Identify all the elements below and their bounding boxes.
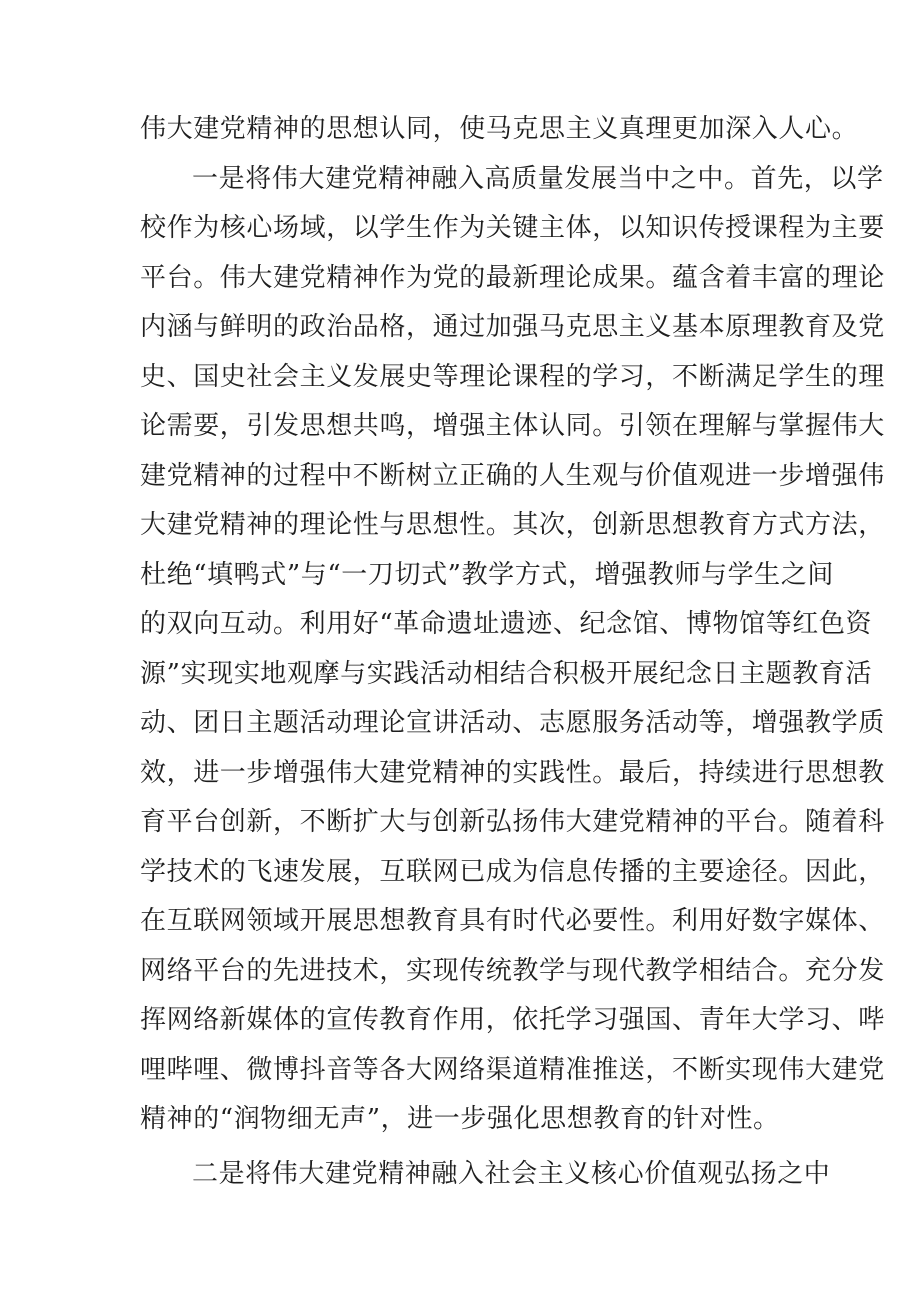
text-line: 校作为核心场域，以学生作为关键主体，以知识传授课程为主要 [140, 213, 885, 243]
text-line: 育平台创新，不断扩大与创新弘扬伟大建党精神的平台。随着科 [140, 807, 885, 837]
text-line: 史、国史社会主义发展史等理论课程的学习，不断满足学生的理 [140, 361, 885, 392]
text-line: 源”实现实地观摩与实践活动相结合积极开展纪念日主题教育活 [140, 658, 873, 689]
text-line: 效，进一步增强伟大建党精神的实践性。最后，持续进行思想教 [140, 757, 885, 788]
text-line: 挥网络新媒体的宣传教育作用，依托学习强国、青年大学习、哔 [140, 1005, 885, 1035]
text-line: 伟大建党精神的思想认同，使马克思主义真理更加深入人心。 [140, 114, 859, 144]
paragraph-first-line: 二是将伟大建党精神融入社会主义核心价值观弘扬之中 [192, 1158, 831, 1189]
text-line: 的双向互动。利用好“革命遗址遗迹、纪念馆、博物馆等红色资 [140, 609, 873, 639]
text-line: 大建党精神的理论性与思想性。其次，创新思想教育方式方法， [140, 510, 885, 540]
paragraph-first-line: 一是将伟大建党精神融入高质量发展当中之中。首先，以学 [192, 163, 884, 194]
text-line: 杜绝“填鸭式”与“一刀切式”教学方式，增强教师与学生之间 [140, 559, 834, 590]
text-line: 建党精神的过程中不断树立正确的人生观与价值观进一步增强伟 [140, 460, 885, 491]
text-line: 动、团日主题活动理论宣讲活动、志愿服务活动等，增强教学质 [140, 708, 885, 738]
text-line: 学技术的飞速发展，互联网已成为信息传播的主要途径。因此， [140, 856, 885, 887]
text-line: 在互联网领域开展思想教育具有时代必要性。利用好数字媒体、 [140, 906, 885, 936]
text-line: 平台。伟大建党精神作为党的最新理论成果。蕴含着丰富的理论 [140, 262, 885, 293]
text-line: 哩哔哩、微博抖音等各大网络渠道精准推送，不断实现伟大建党 [140, 1054, 885, 1085]
text-line: 论需要，引发思想共鸣，增强主体认同。引领在理解与掌握伟大 [140, 411, 885, 441]
text-line: 网络平台的先进技术，实现传统教学与现代教学相结合。充分发 [140, 955, 885, 986]
body-text [140, 105, 885, 1199]
text-line: 内涵与鲜明的政治品格，通过加强马克思主义基本原理教育及党 [140, 312, 885, 342]
text-line: 精神的“润物细无声”，进一步强化思想教育的针对性。 [140, 1104, 780, 1134]
